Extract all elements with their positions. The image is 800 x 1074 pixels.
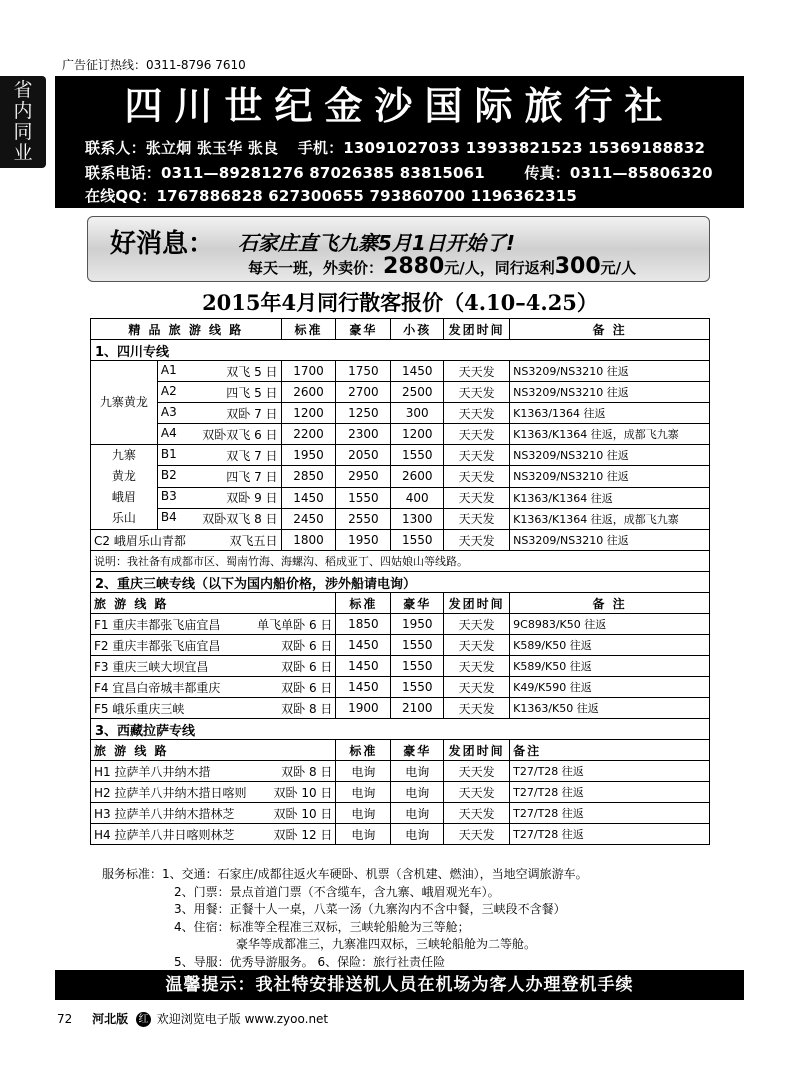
route-cell: [91, 656, 336, 677]
note: K1363/K1364 往返: [510, 487, 710, 508]
price-luxury: 1750: [336, 361, 391, 382]
price-luxury: 电询: [391, 782, 444, 803]
section-tab-char: 业: [13, 142, 33, 164]
section-row: [91, 572, 710, 593]
section-tab-char: 内: [13, 100, 33, 122]
note: T27/T28 往返: [510, 761, 710, 782]
price-standard: 1450: [336, 677, 391, 698]
col-route: 旅 游 线 路: [91, 740, 336, 761]
note: NS3209/NS3210 往返: [510, 361, 710, 382]
departure: 天天发: [444, 698, 510, 719]
note: K589/K50 往返: [510, 635, 710, 656]
route-type: 双卧 6 日: [281, 659, 333, 674]
price-standard: 2600: [281, 382, 336, 403]
note: NS3209/NS3210 往返: [510, 466, 710, 487]
section-tab: [0, 76, 46, 168]
route-name: F2 重庆丰都张飞庙宜昌: [94, 638, 221, 653]
price-standard: 2200: [281, 424, 336, 445]
col-standard: 标准: [281, 319, 336, 340]
table-row: [91, 635, 710, 656]
col-route: 精 品 旅 游 线 路: [91, 319, 282, 340]
note: T27/T28 往返: [510, 782, 710, 803]
phone-line: [85, 162, 713, 183]
service-line: 豪华等成都准三，九寨准四双标，三峡轮船舱为二等舱。: [236, 937, 537, 951]
col-luxury: 豪华: [336, 319, 391, 340]
page-footer: [57, 1010, 328, 1027]
departure: 天天发: [444, 782, 510, 803]
departure: 天天发: [444, 424, 510, 445]
route-type: 双卧 8 日: [281, 701, 333, 716]
price-luxury: 电询: [391, 803, 444, 824]
price-child: 1550: [391, 530, 444, 551]
route-code: A2: [160, 383, 177, 398]
price-child: 400: [391, 487, 444, 508]
note: K1363/1364 往返: [510, 403, 710, 424]
note: K1363/K1364 往返，成都飞九寨: [510, 508, 710, 529]
note: NS3209/NS3210 往返: [510, 382, 710, 403]
news-text: 元/人: [600, 259, 637, 277]
section-chongqing: 2、重庆三峡专线（以下为国内船价格，涉外船请电询）: [91, 572, 710, 593]
route-code: A1: [160, 362, 177, 377]
route-cell: [157, 403, 281, 424]
col-note: 备 注: [510, 593, 710, 614]
table-row: [91, 424, 710, 445]
section-row: [91, 719, 710, 740]
route-cell: [91, 614, 336, 635]
col-note: 备注: [510, 740, 710, 761]
route-type: 双卧 10 日: [273, 785, 333, 800]
table-row: [91, 656, 710, 677]
table-row: [91, 803, 710, 824]
table-row: [91, 782, 710, 803]
price-standard: 1450: [336, 635, 391, 656]
section-tab-char: 同: [13, 121, 33, 143]
col-note: 备 注: [510, 319, 710, 340]
ad-hotline: 广告征订热线：0311-8796 7610: [62, 58, 246, 72]
price-child: 1300: [391, 508, 444, 529]
price-luxury: 1950: [391, 614, 444, 635]
section-tibet: 3、西藏拉萨专线: [91, 719, 710, 740]
route-cell: [157, 361, 281, 382]
route-type: 双卧 9 日: [226, 491, 278, 506]
news-detail: [248, 254, 636, 279]
route-type: 四飞 7 日: [226, 469, 278, 484]
price-table: [90, 318, 710, 845]
price-standard: 1700: [281, 361, 336, 382]
col-departure: 发团时间: [444, 319, 510, 340]
price-standard: 2850: [281, 466, 336, 487]
table-row: [91, 445, 710, 466]
departure: 天天发: [444, 361, 510, 382]
route-code: A3: [160, 404, 177, 419]
phone-numbers: 联系电话：0311—89281276 87026385 83815061: [85, 164, 485, 182]
route-type: 双卧 10 日: [273, 806, 333, 821]
news-text: 元/人，同行返利: [444, 259, 555, 277]
route-type: 双卧双飞 8 日: [202, 512, 278, 527]
price-list-title: 2015年4月同行散客报价（4.10–4.25）: [202, 290, 598, 315]
route-cell: [157, 508, 281, 529]
price-luxury: 1550: [391, 677, 444, 698]
table-row: [91, 677, 710, 698]
departure: 天天发: [444, 382, 510, 403]
price-child: 2500: [391, 382, 444, 403]
table-header-row: [91, 740, 710, 761]
agency-header: [55, 76, 744, 208]
price-luxury: 2300: [336, 424, 391, 445]
service-line: 4、住宿：标准等全程准三双标，三峡轮船舱为三等舱；: [174, 919, 470, 934]
table-row: [91, 824, 710, 845]
service-line: 3、用餐：正餐十人一桌，八菜一汤（九寨沟内不含中餐，三峡段不含餐）: [174, 902, 566, 916]
departure: 天天发: [444, 614, 510, 635]
table-row: [91, 614, 710, 635]
route-type: 双飞 5 日: [226, 364, 278, 379]
note: K49/K590 往返: [510, 677, 710, 698]
price-child: 1450: [391, 361, 444, 382]
route-cell: [91, 782, 336, 803]
departure: 天天发: [444, 761, 510, 782]
col-departure: 发团时间: [444, 740, 510, 761]
price-standard: 1900: [336, 698, 391, 719]
table-row: [91, 530, 710, 551]
group-jiuzhai-emei: 九寨黄龙峨眉乐山: [91, 445, 158, 530]
table-row: [91, 698, 710, 719]
website-link[interactable]: 欢迎浏览电子版 www.zyoo.net: [156, 1012, 329, 1026]
price-child: 2600: [391, 466, 444, 487]
route-type: 双卧 6 日: [281, 638, 333, 653]
table-row: [91, 382, 710, 403]
route-name: H4 拉萨羊八井日喀则林芝: [94, 827, 235, 842]
note: T27/T28 往返: [510, 803, 710, 824]
note: K1363/K1364 往返，成都飞九寨: [510, 424, 710, 445]
price-luxury: 电询: [391, 824, 444, 845]
section-sichuan: 1、四川专线: [91, 340, 710, 361]
route-name: F4 宜昌白帝城丰都重庆: [94, 680, 221, 695]
fax-number: 传真：0311—85806320: [524, 164, 713, 182]
table-row: [91, 487, 710, 508]
table-header-row: [91, 319, 710, 340]
mobile-numbers: 手机：13091027033 13933821523 15369188832: [297, 139, 706, 157]
route-type: 双飞五日: [229, 533, 278, 548]
table-header-row: [91, 593, 710, 614]
contact-line: [85, 137, 705, 158]
price-standard: 1200: [281, 403, 336, 424]
price-child: 300: [391, 403, 444, 424]
note: 9C8983/K50 往返: [510, 614, 710, 635]
route-name: F1 重庆丰都张飞庙宜昌: [94, 617, 221, 632]
departure: 天天发: [444, 487, 510, 508]
price-child: 1550: [391, 445, 444, 466]
section-row: [91, 340, 710, 361]
route-name: F3 重庆三峡大坝宜昌: [94, 659, 209, 674]
table-row: [91, 403, 710, 424]
departure: 天天发: [444, 677, 510, 698]
route-cell: [157, 382, 281, 403]
price-standard: 电询: [336, 761, 391, 782]
route-type: 双卧 7 日: [226, 406, 278, 421]
route-type: 单飞单卧 6 日: [257, 617, 333, 632]
col-standard: 标准: [336, 593, 391, 614]
route-type: 双飞 7 日: [226, 448, 278, 463]
contact-persons: 联系人：张立炯 张玉华 张良: [85, 139, 279, 157]
price-luxury: 2100: [391, 698, 444, 719]
news-headline: 石家庄直飞九寨5月1日开始了!: [238, 231, 515, 255]
note: NS3209/NS3210 往返: [510, 445, 710, 466]
price-luxury: 2950: [336, 466, 391, 487]
service-line: 服务标准：1、交通：石家庄/成都往返火车硬卧、机票（含机建、燃油），当地空调旅游车。: [102, 867, 588, 881]
departure: 天天发: [444, 466, 510, 487]
route-cell: [91, 635, 336, 656]
price-luxury: 电询: [391, 761, 444, 782]
route-code: B3: [160, 489, 177, 504]
route-cell: [91, 677, 336, 698]
route-cell: [91, 824, 336, 845]
price-luxury: 1550: [391, 656, 444, 677]
note: K1363/K50 往返: [510, 698, 710, 719]
price-child: 1200: [391, 424, 444, 445]
price-standard: 1950: [281, 445, 336, 466]
departure: 天天发: [444, 403, 510, 424]
route-code: B4: [160, 510, 177, 525]
price-standard: 1450: [336, 656, 391, 677]
group-jiuzhai: 九寨黄龙: [91, 361, 158, 445]
route-type: 双卧 6 日: [281, 680, 333, 695]
rebate-price: 300: [554, 254, 601, 279]
departure: 天天发: [444, 635, 510, 656]
price-standard: 1450: [281, 487, 336, 508]
price-luxury: 2050: [336, 445, 391, 466]
note: NS3209/NS3210 往返: [510, 530, 710, 551]
col-luxury: 豪华: [391, 740, 444, 761]
route-code: B1: [160, 446, 177, 461]
col-standard: 标准: [336, 740, 391, 761]
retail-price: 2880: [383, 254, 445, 279]
route-cell: [157, 487, 281, 508]
route-type: 双卧双飞 6 日: [202, 427, 278, 442]
warm-tip-banner: 温馨提示：我社特安排送机人员在机场为客人办理登机手续: [55, 970, 744, 1000]
service-line: 5、导服：优秀导游服务。 6、保险：旅行社责任险: [174, 954, 446, 969]
route-cell: [157, 466, 281, 487]
note: K589/K50 往返: [510, 656, 710, 677]
news-text: 每天一班，外卖价：: [248, 259, 384, 277]
col-route: 旅 游 线 路: [91, 593, 336, 614]
note: T27/T28 往返: [510, 824, 710, 845]
explain-row: [91, 551, 710, 572]
route-name: F5 峨乐重庆三峡: [94, 701, 185, 716]
service-line: 2、门票：景点首道门票（不含缆车，含九寨、峨眉观光车）。: [174, 884, 500, 899]
route-type: 双卧 8 日: [281, 764, 333, 779]
edition-badge-icon: 红: [136, 1012, 151, 1027]
price-luxury: 1550: [336, 487, 391, 508]
col-departure: 发团时间: [444, 593, 510, 614]
departure: 天天发: [444, 824, 510, 845]
route-code: A4: [160, 425, 177, 440]
route-cell: [91, 530, 282, 551]
table-row: [91, 361, 710, 382]
route-name: H3 拉萨羊八井纳木措林芝: [94, 806, 235, 821]
col-luxury: 豪华: [391, 593, 444, 614]
route-cell: [91, 698, 336, 719]
price-standard: 电询: [336, 803, 391, 824]
agency-name: 四川世纪金沙国际旅行社: [124, 83, 675, 128]
price-luxury: 1950: [336, 530, 391, 551]
qq-numbers: 在线QQ：1767886828 627300655 793860700 1196362315: [85, 187, 577, 205]
price-luxury: 2550: [336, 508, 391, 529]
price-standard: 电询: [336, 782, 391, 803]
price-standard: 1850: [336, 614, 391, 635]
sichuan-explanation: 说明：我社备有成都市区、蜀南竹海、海螺沟、稻成亚丁、四姑娘山等线路。: [91, 551, 710, 572]
route-cell: [91, 761, 336, 782]
route-name: H2 拉萨羊八井纳木措日喀则: [94, 785, 247, 800]
good-news-banner: [87, 216, 710, 282]
table-row: [91, 466, 710, 487]
price-luxury: 2700: [336, 382, 391, 403]
route-name: C2 峨眉乐山青都: [94, 533, 186, 548]
price-standard: 1800: [281, 530, 336, 551]
page-number: 72: [57, 1012, 73, 1026]
col-child: 小孩: [391, 319, 444, 340]
edition-label: 河北版: [92, 1012, 129, 1026]
route-cell: [91, 803, 336, 824]
departure: 天天发: [444, 803, 510, 824]
news-label: 好消息：: [110, 229, 215, 259]
route-code: B2: [160, 467, 177, 482]
departure: 天天发: [444, 445, 510, 466]
route-type: 四飞 5 日: [226, 385, 278, 400]
departure: 天天发: [444, 508, 510, 529]
route-type: 双卧 12 日: [273, 827, 333, 842]
table-row: [91, 761, 710, 782]
price-luxury: 1550: [391, 635, 444, 656]
route-cell: [157, 445, 281, 466]
price-luxury: 1250: [336, 403, 391, 424]
departure: 天天发: [444, 530, 510, 551]
service-standards: [102, 866, 588, 971]
route-cell: [157, 424, 281, 445]
route-name: H1 拉萨羊八井纳木措: [94, 764, 211, 779]
table-row: [91, 508, 710, 529]
departure: 天天发: [444, 656, 510, 677]
price-standard: 电询: [336, 824, 391, 845]
price-standard: 2450: [281, 508, 336, 529]
section-tab-char: 省: [13, 79, 33, 101]
